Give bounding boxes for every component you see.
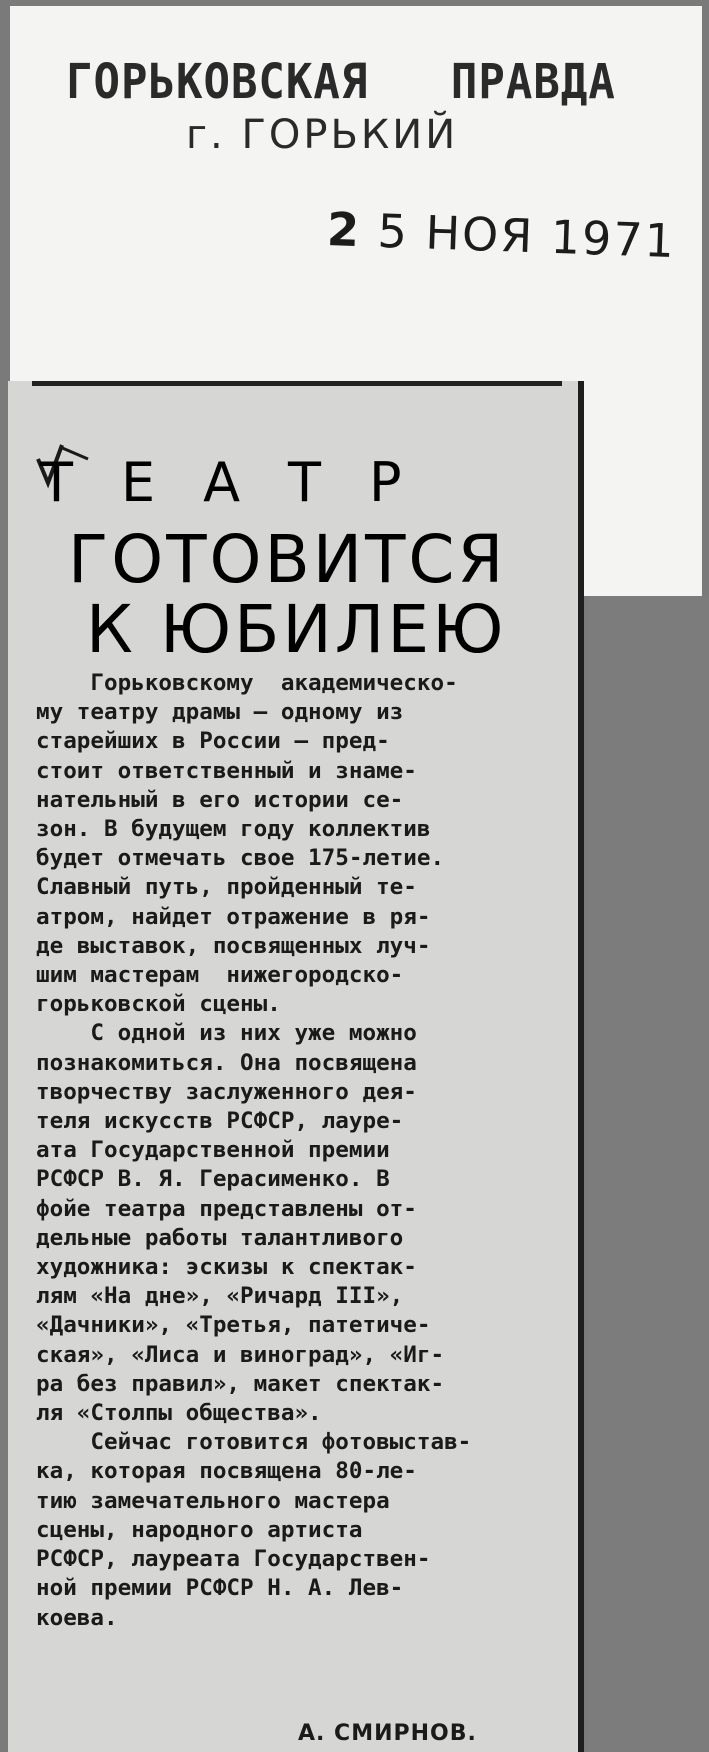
date-day: 2 — [326, 202, 362, 258]
article-line: де выставок, посвященных луч- — [36, 932, 431, 959]
article-line: С одной из них уже можно — [36, 1020, 417, 1047]
article-line: стоит ответственный и знаме- — [36, 757, 417, 784]
article-line: РСФСР, лауреата Государствен- — [36, 1546, 431, 1573]
article-line: коева. — [36, 1604, 118, 1631]
article-line: старейших в России — пред- — [36, 728, 390, 755]
article-line: теля искусств РСФСР, лауре- — [36, 1108, 404, 1135]
background-gray-panel — [588, 596, 709, 1752]
article-line: ата Государственной премии — [36, 1137, 390, 1164]
article-line: зон. В будущем году коллектив — [36, 816, 431, 843]
article-line: Горьковскому академическо- — [36, 670, 458, 696]
article-line: лям «На дне», «Ричард III», — [36, 1283, 404, 1310]
article-line: художника: эскизы к спектак- — [36, 1254, 417, 1281]
article-line: сцены, народного артиста — [36, 1516, 363, 1543]
article-line: дельные работы талантливого — [36, 1224, 404, 1251]
newspaper-stamp: ГОРЬКОВСКАЯ ПРАВДА — [66, 54, 616, 111]
article-line: му театру драмы — одному из — [36, 699, 404, 726]
article-line: «Дачники», «Третья, патетиче- — [36, 1312, 431, 1339]
headline-line-1: ТЕАТР — [40, 451, 450, 514]
article-line: творчеству заслуженного дея- — [36, 1078, 417, 1105]
top-rule — [32, 381, 562, 386]
article-line: ра без правил», макет спектак- — [36, 1370, 445, 1397]
article-line: тию замечательного мастера — [36, 1487, 390, 1514]
article-line: ной премии РСФСР Н. А. Лев- — [36, 1575, 404, 1602]
article-line: горьковской сцены. — [36, 991, 281, 1018]
article-line: будет отмечать свое 175-летие. — [36, 845, 445, 872]
article-line: ка, которая посвящена 80-ле- — [36, 1458, 417, 1485]
article-line: фойе театра представлены от- — [36, 1195, 417, 1222]
newspaper-clipping — [8, 381, 584, 1752]
article-line: Сейчас готовится фотовыстав- — [36, 1429, 472, 1456]
article-line: РСФСР В. Я. Герасименко. В — [36, 1166, 390, 1193]
date-month-year: 5 НОЯ 1971 — [376, 203, 677, 269]
headline-line-3: К ЮБИЛЕЮ — [86, 591, 507, 668]
headline-line-2: ГОТОВИТСЯ — [68, 521, 507, 598]
city-stamp: г. ГОРЬКИЙ — [186, 112, 459, 158]
article-line: шим мастерам нижегородско- — [36, 962, 404, 989]
article-line: атром, найдет отражение в ря- — [36, 903, 431, 930]
article-body — [36, 669, 554, 1633]
article-line: познакомиться. Она посвящена — [36, 1049, 417, 1076]
article-line: нательный в его истории се- — [36, 786, 404, 813]
article-line: ская», «Лиса и виноград», «Иг- — [36, 1341, 445, 1368]
article-line: Славный путь, пройденный те- — [36, 874, 417, 901]
article-line: ля «Столпы общества». — [36, 1400, 322, 1427]
date-stamp — [326, 202, 677, 268]
author-signature: А. СМИРНОВ. — [298, 1721, 477, 1746]
